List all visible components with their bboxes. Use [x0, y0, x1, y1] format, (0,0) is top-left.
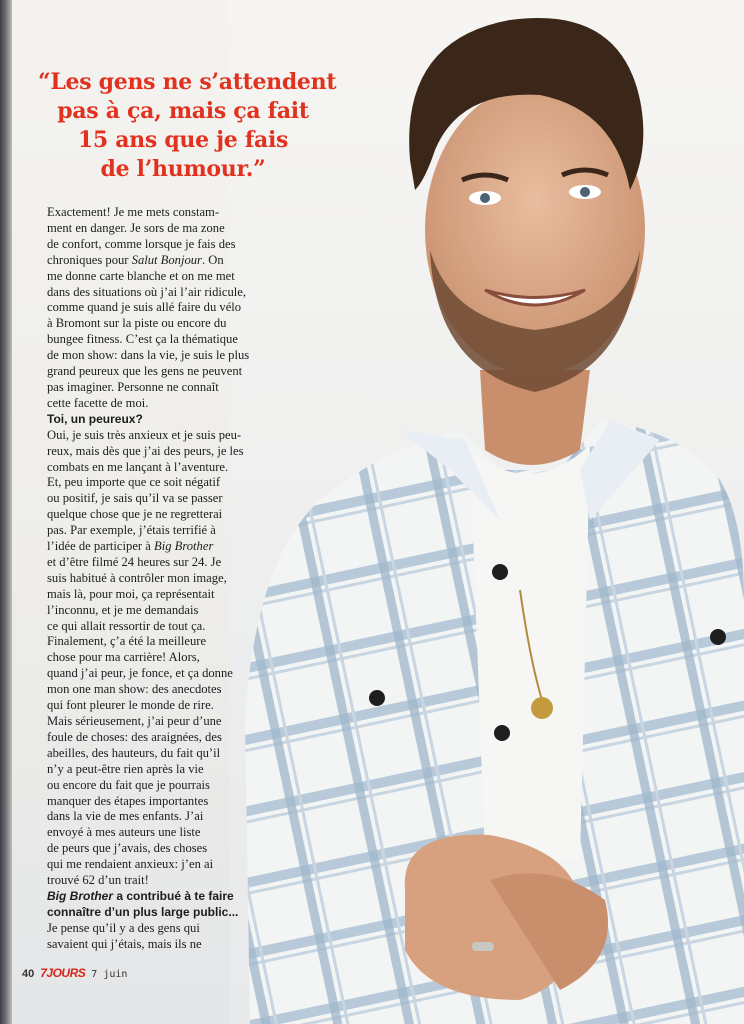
article-line: de peurs que j’avais, des choses — [47, 841, 208, 856]
article-line: manquer des étapes importantes — [47, 793, 209, 808]
article-line — [47, 253, 249, 269]
article-line: Oui, je suis très anxieux et je suis peu- — [47, 427, 242, 442]
article-line: Finalement, ç’a été la meilleure — [47, 634, 207, 649]
article-line: n’y a peut-être rien après la vie — [47, 761, 204, 776]
article-line: mais là, pour moi, ça représentait — [47, 586, 215, 601]
interview-question — [47, 889, 249, 905]
show-title: Salut Bonjour — [131, 252, 202, 267]
article-line: me donne carte blanche et on me met — [47, 268, 235, 283]
article-line: chose pour ma carrière! Alors, — [47, 650, 200, 665]
interview-question: connaître d’un plus large public... — [47, 904, 239, 919]
article-line: Je pense qu’il y a des gens qui — [47, 920, 200, 935]
article-line: quand j’ai peur, je fonce, et ça donne — [47, 666, 233, 681]
text-run: . On — [201, 252, 224, 267]
article-line: trouvé 62 d’un trait! — [47, 873, 149, 888]
interview-question: Toi, un peureux? — [47, 411, 143, 426]
article-line: foule de choses: des araignées, des — [47, 729, 222, 744]
pull-quote-line: “Les gens ne s’attendent — [38, 69, 337, 95]
article-line: ou encore du fait que je pourrais — [47, 777, 210, 792]
article-line: l’inconnu, et je me demandais — [47, 602, 199, 617]
text-run: l’idée de participer à — [47, 539, 154, 554]
pull-quote-line: de l’humour.” — [100, 156, 266, 182]
article-line: envoyé à mes auteurs une liste — [47, 825, 201, 840]
article-line: de confort, comme lorsque je fais des — [47, 236, 236, 251]
issue-date: 7 juin — [91, 969, 128, 980]
text-run: a contribué à te faire — [113, 888, 234, 903]
pull-quote — [38, 68, 337, 184]
magazine-logo: 7JOURS — [40, 966, 86, 980]
show-title: Big Brother — [47, 888, 113, 903]
article-line: ce qui allait ressortir de tout ça. — [47, 618, 206, 633]
article-line: comme quand je suis allé faire du vélo — [47, 300, 242, 315]
article-line: dans des situations où j’ai l’air ridicule, — [47, 284, 247, 299]
article-line: mon one man show: des anecdotes — [47, 682, 222, 697]
article-body — [47, 205, 249, 953]
article-line: de mon show: dans la vie, je suis le plus — [47, 348, 250, 363]
page-number: 40 — [22, 968, 35, 980]
article-line: ment en danger. Je sors de ma zone — [47, 220, 225, 235]
article-line: grand peureux que les gens ne peuvent — [47, 364, 243, 379]
article-line: pas imaginer. Personne ne connaît — [47, 379, 219, 394]
article-line: combats en me lançant à l’aventure. — [47, 459, 229, 474]
article-line: et d’être filmé 24 heures sur 24. Je — [47, 554, 222, 569]
pull-quote-line: pas à ça, mais ça fait — [57, 98, 309, 124]
pull-quote-line: 15 ans que je fais — [77, 127, 289, 153]
article-line: suis habitué à contrôler mon image, — [47, 570, 227, 585]
article-line: à Bromont sur la piste ou encore du — [47, 316, 227, 331]
article-line: cette facette de moi. — [47, 395, 149, 410]
page-footer — [22, 966, 127, 980]
show-title: Big Brother — [154, 539, 214, 554]
article-line: Et, peu importe que ce soit négatif — [47, 475, 221, 490]
article-line: abeilles, des hauteurs, du fait qu’il — [47, 745, 221, 760]
article-line: dans la vie de mes enfants. J’ai — [47, 809, 204, 824]
article-line: Exactement! Je me mets constam- — [47, 205, 220, 219]
article-line: qui me rendaient anxieux: j’en ai — [47, 857, 214, 872]
article-line: ou positif, je sais qu’il va se passer — [47, 491, 223, 506]
article-line: savaient qui j’étais, mais ils ne — [47, 936, 202, 951]
article-line: qui font pleurer le monde de rire. — [47, 698, 214, 713]
article-line: pas. Par exemple, j’étais terrifié à — [47, 523, 216, 538]
article-line: quelque chose que je ne regretterai — [47, 507, 223, 522]
article-line: reux, mais dès que j’ai des peurs, je les — [47, 443, 244, 458]
article-line: Mais sérieusement, j’ai peur d’une — [47, 714, 222, 728]
article-line — [47, 539, 249, 555]
page-binding-shadow — [0, 0, 12, 1024]
article-line: bungee fitness. C’est ça la thématique — [47, 332, 238, 347]
text-run: chroniques pour — [47, 252, 132, 267]
